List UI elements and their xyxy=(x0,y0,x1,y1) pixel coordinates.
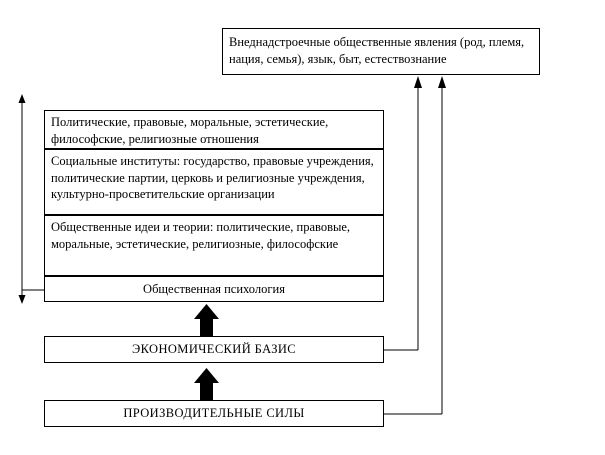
top-phenomena-text: Внеднадстроечные общественные явления (род, племя, нация, семья), язык, быт, естествознание xyxy=(229,35,525,66)
economic-base-box xyxy=(44,336,384,363)
superstructure-box-relations xyxy=(44,110,384,149)
base-to-superstructure-arrow xyxy=(194,304,219,336)
superstructure-bracket-arrow-bottom xyxy=(19,295,26,304)
base-to-top-connector xyxy=(384,76,422,350)
forces-to-base-arrow xyxy=(194,368,219,400)
productive-forces-box xyxy=(44,400,384,427)
superstructure-box-ideas xyxy=(44,215,384,276)
superstructure-box-psychology-text: Общественная психология xyxy=(143,281,285,296)
forces-to-top-connector xyxy=(384,76,446,414)
superstructure-box-institutions xyxy=(44,149,384,215)
superstructure-bracket-arrow-top xyxy=(19,94,26,103)
superstructure-box-psychology xyxy=(44,276,384,302)
productive-forces-text: ПРОИЗВОДИТЕЛЬНЫЕ СИЛЫ xyxy=(123,406,305,421)
top-phenomena-box xyxy=(222,28,540,75)
superstructure-box-ideas-text: Общественные идеи и теории: политические, правовые, моральные, эстетические, религиозные, философские xyxy=(51,220,351,251)
economic-base-text: ЭКОНОМИЧЕСКИЙ БАЗИС xyxy=(131,342,297,357)
superstructure-box-institutions-text: Социальные институты: государство, правовые учреждения, политические партии, церковь и религиозные учреждения, культурно-просветительские организации xyxy=(51,154,374,202)
superstructure-box-relations-text: Политические, правовые, моральные, эстетические, философские, религиозные отношения xyxy=(51,115,329,146)
